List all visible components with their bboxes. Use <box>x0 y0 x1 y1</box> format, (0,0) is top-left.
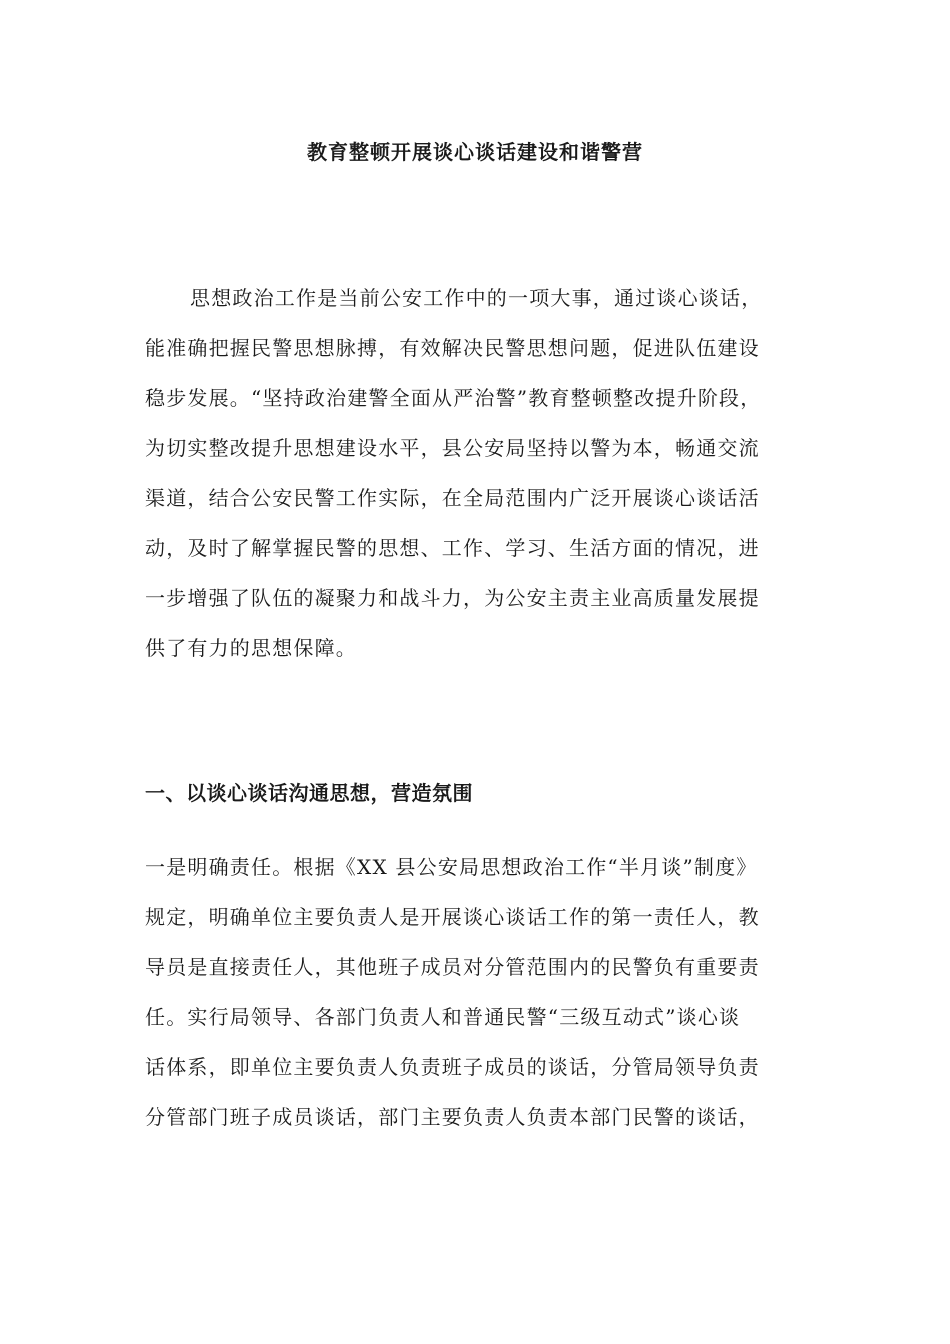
paragraph-line: 稳步发展。“坚持政治建警全面从严治警”教育整顿整改提升阶段， <box>145 386 762 410</box>
section-paragraph <box>145 842 825 1142</box>
paragraph-line: 供了有力的思想保障。 <box>145 636 357 660</box>
paragraph-line: 思想政治工作是当前公安工作中的一项大事，通过谈心谈话， <box>190 286 763 310</box>
paragraph-line: 为切实整改提升思想建设水平，县公安局坚持以警为本，畅通交流 <box>145 436 760 460</box>
paragraph-line: 渠道，结合公安民警工作实际，在全局范围内广泛开展谈心谈话活 <box>145 486 760 510</box>
paragraph-line: 导员是直接责任人，其他班子成员对分管范围内的民警负有重要责 <box>145 955 760 979</box>
paragraph-line: 规定，明确单位主要负责人是开展谈心谈话工作的第一责任人，教 <box>145 905 760 929</box>
intro-paragraph <box>145 273 825 673</box>
document-title: 教育整顿开展谈心谈话建设和谐警营 <box>307 140 643 164</box>
paragraph-line: 一是明确责任。根据《XX 县公安局思想政治工作“半月谈”制度》 <box>145 855 758 879</box>
paragraph-line: 任。实行局领导、各部门负责人和普通民警“三级互动式”谈心谈 <box>145 1005 741 1029</box>
paragraph-line: 分管部门班子成员谈话，部门主要负责人负责本部门民警的谈话， <box>145 1105 760 1129</box>
paragraph-line: 一步增强了队伍的凝聚力和战斗力，为公安主责主业高质量发展提 <box>145 586 760 610</box>
section-heading: 一、以谈心谈话沟通思想，营造氛围 <box>145 781 473 805</box>
paragraph-line: 动，及时了解掌握民警的思想、工作、学习、生活方面的情况，进 <box>145 536 760 560</box>
paragraph-line: 话体系，即单位主要负责人负责班子成员的谈话，分管局领导负责 <box>145 1055 760 1079</box>
paragraph-line: 能准确把握民警思想脉搏，有效解决民警思想问题，促进队伍建设 <box>145 336 760 360</box>
